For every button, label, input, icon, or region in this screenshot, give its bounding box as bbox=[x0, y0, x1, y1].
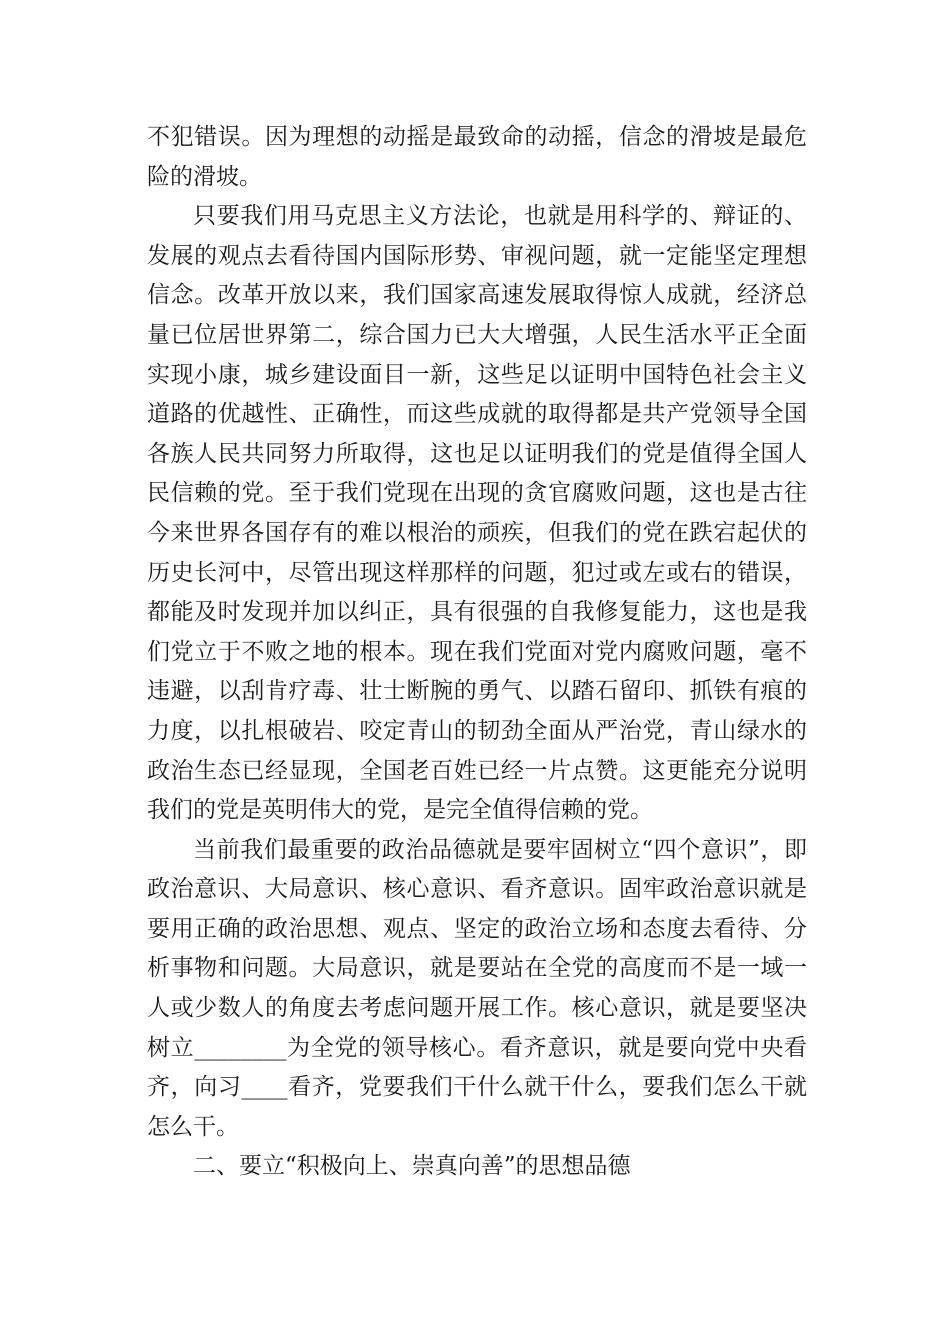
paragraph-marxism-methodology: 只要我们用马克思主义方法论，也就是用科学的、辩证的、发展的观点去看待国内国际形势、审视问题，就一定能坚定理想信念。改革开放以来，我们国家高速发展取得惊人成就，经济总量已位居世界第二，综合国力已大大增强，人民生活水平正全面实现小康，城乡建设面目一新，这些足以证明中国特色社会主义道路的优越性、正确性，而这些成就的取得都是共产党领导全国各族人民共同努力所取得，这也足以证明我们的党是值得全国人民信赖的党。至于我们党现在出现的贪官腐败问题，这也是古往今来世界各国存有的难以根治的顽疾，但我们的党在跌宕起伏的历史长河中，尽管出现这样那样的问题，犯过或左或右的错误，都能及时发现并加以纠正，具有很强的自我修复能力，这也是我们党立于不败之地的根本。现在我们党面对党内腐败问题，毫不违避，以刮肯疗毒、壮士断腕的勇气、以踏石留印、抓铁有痕的力度，以扎根破岩、咬定青山的韧劲全面从严治党，青山绿水的政治生态已经显现，全国老百姓已经一片点赞。这更能充分说明我们的党是英明伟大的党，是完全值得信赖的党。 bbox=[147, 203, 807, 824]
document-body bbox=[147, 118, 807, 1187]
paragraph-continuation: 不犯错误。因为理想的动摇是最致命的动摇，信念的滑坡是最危险的滑坡。 bbox=[147, 124, 807, 190]
section-heading-two: 二、要立“积极向上、崇真向善”的思想品德 bbox=[193, 1153, 631, 1180]
paragraph-four-consciousnesses: 当前我们最重要的政治品德就是要牢固树立“四个意识”，即政治意识、大局意识、核心意识、看齐意识。固牢政治意识就是要用正确的政治思想、观点、坚定的政治立场和态度去看待、分析事物和问题。大局意识，就是要站在全党的高度而不是一域一人或少数人的角度去考虑问题开展工作。核心意识，就是要坚决树立________为全党的领导核心。看齐意识，就是要向党中央看齐，向习____看齐，党要我们干什么就干什么，要我们怎么干就怎么干。 bbox=[147, 836, 807, 1140]
